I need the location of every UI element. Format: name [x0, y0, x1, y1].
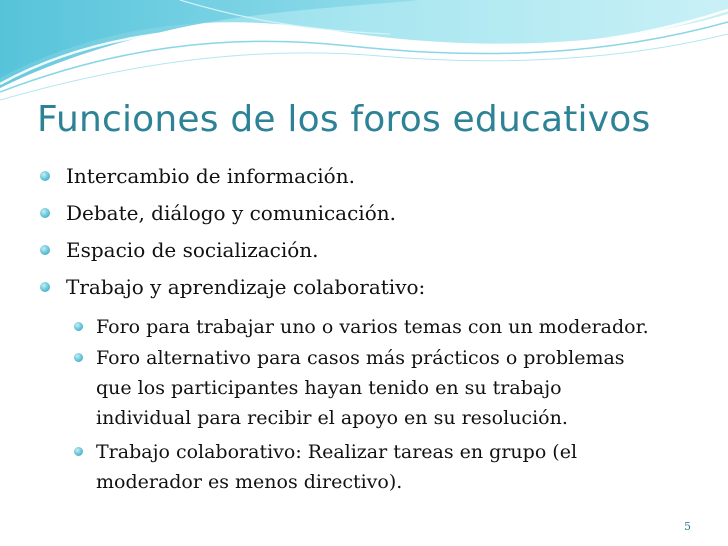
sub-bullet-line: Foro para trabajar uno o varios temas con un moderador. — [96, 316, 649, 338]
bullet-dot-icon — [74, 322, 83, 331]
wave-header-decoration — [0, 0, 728, 110]
bullet-text: Debate, diálogo y comunicación. — [66, 201, 396, 225]
bullet-item — [66, 272, 425, 302]
sub-bullet-item — [96, 437, 577, 497]
sub-bullet-line: que los participantes hayan tenido en su trabajo — [96, 377, 562, 399]
bullet-dot-icon — [74, 447, 83, 456]
bullet-dot-icon — [40, 282, 50, 292]
sub-bullet-line: individual para recibir el apoyo en su resolución. — [96, 407, 568, 429]
bullet-dot-icon — [74, 353, 83, 362]
bullet-text: Trabajo y aprendizaje colaborativo: — [66, 275, 426, 299]
sub-bullet-line: moderador es menos directivo). — [96, 471, 403, 493]
bullet-item — [66, 161, 355, 191]
sub-bullet-line: Foro alternativo para casos más prácticos o problemas — [96, 347, 625, 369]
bullet-dot-icon — [40, 245, 50, 255]
bullet-text: Espacio de socialización. — [66, 238, 319, 262]
bullet-dot-icon — [40, 208, 50, 218]
bullet-item — [66, 198, 396, 228]
sub-bullet-item — [96, 343, 625, 433]
sub-bullet-item — [96, 312, 649, 342]
bullet-dot-icon — [40, 171, 50, 181]
sub-bullet-line: Trabajo colaborativo: Realizar tareas en grupo (el — [96, 441, 578, 463]
bullet-item — [66, 235, 319, 265]
bullet-text: Intercambio de información. — [66, 164, 355, 188]
slide-title: Funciones de los foros educativos — [37, 99, 651, 140]
page-number: 5 — [684, 520, 691, 533]
